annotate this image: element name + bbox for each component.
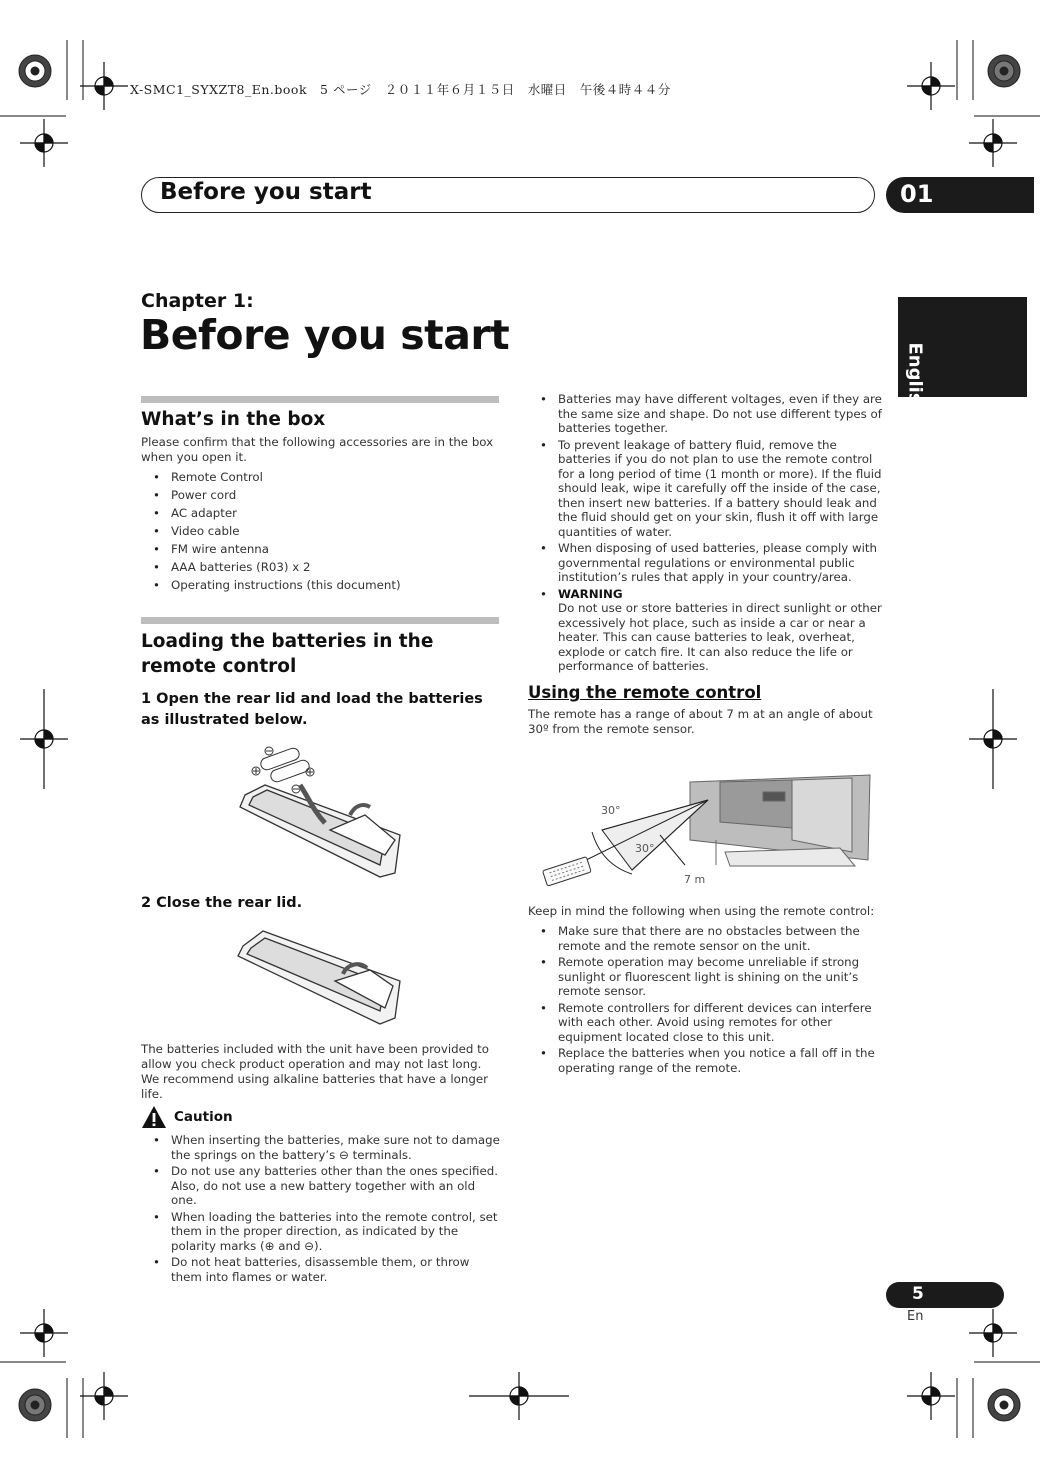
language-tab (898, 297, 1027, 417)
list-item: • Batteries may have different voltages, even if they are the same size and shape. Do not use different types of batteries together. (528, 392, 890, 436)
angle-label-bottom: 30° (635, 842, 655, 855)
caution-label: Caution (174, 1109, 233, 1125)
accessories-list (141, 470, 501, 593)
list-item: • When disposing of used batteries, please comply with governmental regulations or environmental public institution’s rules that apply in your country/area. (528, 541, 890, 585)
list-item: • AC adapter (141, 506, 501, 521)
caution-heading (141, 1105, 233, 1133)
warning-text: Do not use or store batteries in direct sunlight or other excessively hot place, such as inside a car or near a heater. This can cause batteries to leak, overheat, explode or catch fire. It can also reduce the life or performance of batteries. (558, 601, 882, 673)
close-lid-illustration (235, 926, 415, 1026)
chapter-number: 01 (900, 180, 934, 208)
list-item: • Remote controllers for different devices can interfere with each other. Avoid using remotes for other equipment located close to this unit. (528, 1001, 890, 1045)
list-item: • Remote operation may become unreliable if strong sunlight or fluorescent light is shining on the unit’s remote sensor. (528, 955, 890, 999)
list-item: • Replace the batteries when you notice a fall off in the operating range of the remote. (528, 1046, 890, 1075)
batteries-note: The batteries included with the unit have been provided to allow you check product operation and may not last long. We recommend using alkaline batteries that have a longer life. (141, 1042, 489, 1101)
page-number-pill (886, 1282, 1004, 1308)
list-item: • To prevent leakage of battery fluid, remove the batteries if you do not plan to use the remote control for a long period of time (1 month or more). If the fluid should leak, wipe it carefully off the inside of the case, then insert new batteries. If a battery should leak and the fluid should get on your skin, flush it off with large quantities of water. (528, 438, 890, 540)
remote-range-diagram (540, 770, 880, 895)
battery-precautions-list (528, 392, 890, 674)
list-item: • Video cable (141, 524, 501, 539)
list-item: • Do not use any batteries other than the ones specified. Also, do not use a new battery together with an old one. (141, 1164, 503, 1208)
warning-item (528, 587, 890, 674)
step-1: 1 Open the rear lid and load the batteries as illustrated below. (141, 691, 483, 728)
battery-loading-illustration (235, 745, 415, 885)
header-title: Before you start (160, 179, 372, 205)
list-item: • Power cord (141, 488, 501, 503)
chapter-number-tab (886, 177, 1034, 213)
remote-tips-list (528, 924, 890, 1075)
chapter-title: Before you start (140, 311, 510, 359)
whats-in-box-heading: What’s in the box (141, 409, 326, 430)
warning-triangle-icon (141, 1105, 167, 1129)
chapter-label: Chapter 1: (141, 290, 254, 312)
angle-label-top: 30° (601, 804, 621, 817)
page-language: En (907, 1309, 924, 1324)
range-label: 7 m (684, 873, 706, 886)
keep-in-mind-text: Keep in mind the following when using the remote control: (528, 904, 875, 918)
list-item: • FM wire antenna (141, 542, 501, 557)
section-bar (141, 617, 499, 624)
remote-range-intro: The remote has a range of about 7 m at an angle of about 30º from the remote sensor. (528, 707, 873, 736)
list-item: • Do not heat batteries, disassemble them, or throw them into flames or water. (141, 1255, 503, 1284)
step-2: 2 Close the rear lid. (141, 895, 303, 911)
loading-batteries-heading: Loading the batteries in the remote control (141, 631, 434, 677)
warning-label: • WARNING (558, 586, 623, 601)
page-number: 5 (912, 1284, 924, 1304)
whats-in-box-intro: Please confirm that the following accessories are in the box when you open it. (141, 435, 494, 464)
list-item: • When loading the batteries into the remote control, set them in the proper direction, as indicated by the polarity marks (⊕ and ⊖). (141, 1210, 503, 1254)
list-item: • Make sure that there are no obstacles between the remote and the remote sensor on the unit. (528, 924, 890, 953)
print-info-line: X-SMC1_SYXZT8_En.book 5 ページ ２０１１年６月１５日 水曜日 午後４時４４分 (130, 82, 671, 97)
list-item: • Operating instructions (this document) (141, 578, 501, 593)
list-item: • Remote Control (141, 470, 501, 485)
list-item: • AAA batteries (R03) x 2 (141, 560, 501, 575)
using-remote-heading: Using the remote control (528, 683, 762, 702)
list-item: • When inserting the batteries, make sure not to damage the springs on the battery’s ⊖ terminals. (141, 1133, 503, 1162)
language-label: English (904, 342, 926, 417)
section-bar (141, 396, 499, 403)
caution-list (141, 1133, 503, 1284)
